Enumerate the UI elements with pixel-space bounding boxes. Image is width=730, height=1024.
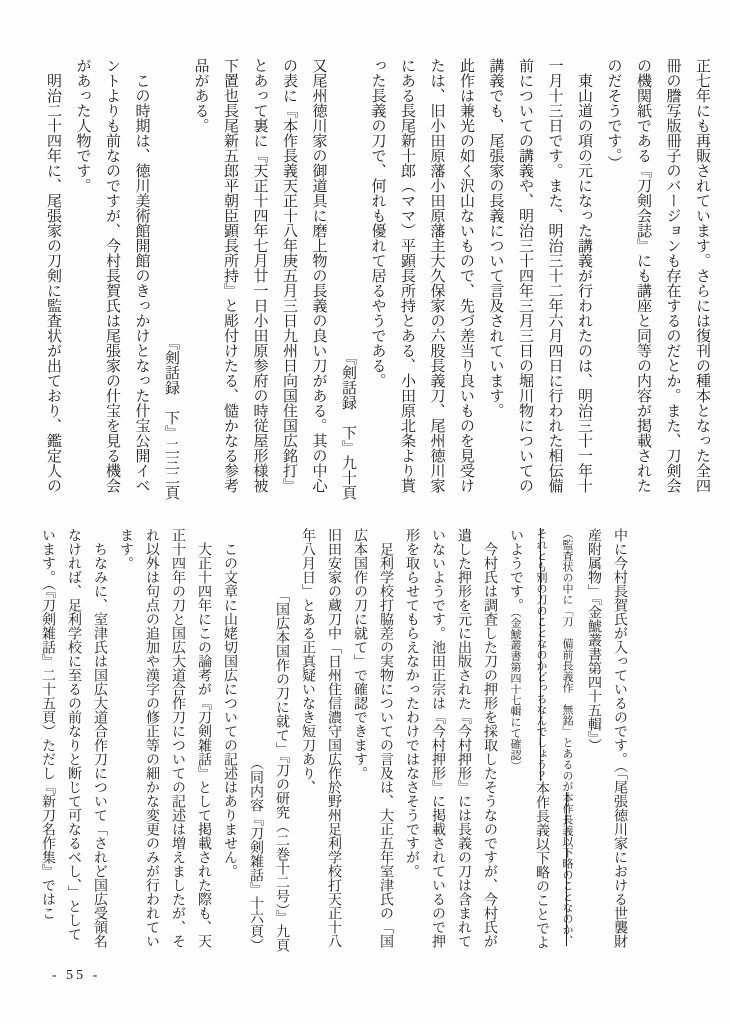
- paragraph-ashikaga-wakizashi: 足利学校打脇差の実物についての言及は、大正五年室津氏の「国広本国作の刀に就て」で確認できます。: [352, 528, 393, 948]
- citation-katana-no-kenkyu: 「国広本国作の刀に就て」『刀の研究（二巻十二号）』九頁: [274, 588, 289, 952]
- citation-kenwaroku-p90: 『剣話録 下』九十頁: [340, 350, 356, 500]
- text-band-bottom: [16, 528, 632, 952]
- paragraph-tokugawa-museum: この時期は、徳川美術館開館のきっかけとなった什宝公開イベントよりも前なのですが、今村長賀氏は尾張家の什宝を見る機会があった人物です。: [74, 58, 150, 493]
- paragraph-murotsu-remark: ちなみに、室津氏は国広大道合作刀について「されど国広受領名なければ、足利学校に至るの前なりと断じて可なるべし、」としています。（『刀剣雑話』二十五頁）ただし『新刀名作集』ではこ: [40, 528, 107, 948]
- paragraph-reprint-note: 正七年にも再販されています。さらには復刊の種本となった全四冊の謄写版冊子のバージョンも存在するのだとか。また、刀剣会の機関紙である『刀剣会誌』にも講座と同等の内容が掲載されたのだそうです。）: [605, 58, 710, 493]
- blockquote-kenwaroku-2: 又尾州徳川家の御道具に磨上物の長義の良い刀がある。其の中心の表に『本作長義天正十八年庚五月三日九州日向国住国広銘打』とあって裏に『天正十四年七月廿一日小田原参府の時従屋形様被下置也長尾新五郎平朝臣顕長所持』と彫付けたる、慥かなる参考品がある。: [192, 58, 327, 493]
- blockquote-tayasu-tanto: 旧田安家の蔵刀中「日州住信濃守国広作於野州足利学校打天正十八年八月日」とある正真疑いなき短刀あり、: [300, 528, 341, 948]
- paragraph-meiji24-appraisal: 明治二十四年に、尾張家の刀剣に監査状が出ており、鑑定人の: [45, 73, 61, 493]
- paragraph-no-yamanbagiri-mention: この文章に山姥切国広についての記述はありません。: [222, 542, 237, 878]
- paragraph-editorial-note: [502, 528, 580, 952]
- citation-kenwaroku-p232: 『剣話録 下』二三二頁: [163, 335, 179, 500]
- note-strikethrough-text: 本作長義以下略のことなのか、それとも別の刀のことなのかどっちなんでしょう？: [535, 528, 573, 946]
- paragraph-imamura-appraiser: 中に今村長賀氏が入っているのです。（「尾張徳川家における世襲財産附属物」『金鯱叢書第四十五輯』）: [586, 528, 627, 948]
- note-verification-text: （金鯱叢書第四十七輯にて確認）: [509, 612, 521, 772]
- note-lead-text: （監査状の中に「刀 備前長義作 無銘」とあるのが: [561, 528, 573, 792]
- blockquote-kenwaroku-1: 此作は兼光の如く沢山ないもので、先づ差当り良いものを見受けたは、旧小田原藩小田原藩主大久保家の六股長義刀、尾州徳川家にある長尾新十郎（ママ）平顕長所持とある、小田原北条より貰った長義の刀で、何れも優れて居るやうである。: [369, 58, 474, 493]
- paragraph-imamura-oshigata: 今村氏は調査した刀の押形を採取したそうなのですが、今村氏が遺した押形を元に出版された『今村押形』には長義の刀は含まれていないようです。池田正宗は『今村押形』に掲載されているので押形を取らせてもらえなかったわけではなさそうですが。: [404, 528, 497, 948]
- text-band-top: [10, 58, 716, 500]
- page-number: - 55 -: [52, 968, 101, 983]
- citation-token-zatsuwa-p16: （同内容『刀剣雑話』十六頁）: [248, 756, 263, 952]
- note-conclusion-text: 本作長義以下略のことでよいようです。: [508, 528, 549, 949]
- paragraph-tosando-lectures: 東山道の項の元になった講義が行われたのは、明治三十一年十一月十三日です。また、明治三十二年六月四日に行われた相伝備前についての講義や、明治三十四年三月三日の堀川物についての講義でも、尾張家の長義について言及されています。: [487, 58, 592, 493]
- paragraph-taisho14-revision: 大正十四年にこの論考が『刀剣雑話』として掲載された際も、天正十四年の刀と国広大道合作刀についての記述は増えましたが、それ以外は句点の追加や漢字の修正等の細かな変更のみが行われています。: [118, 528, 211, 948]
